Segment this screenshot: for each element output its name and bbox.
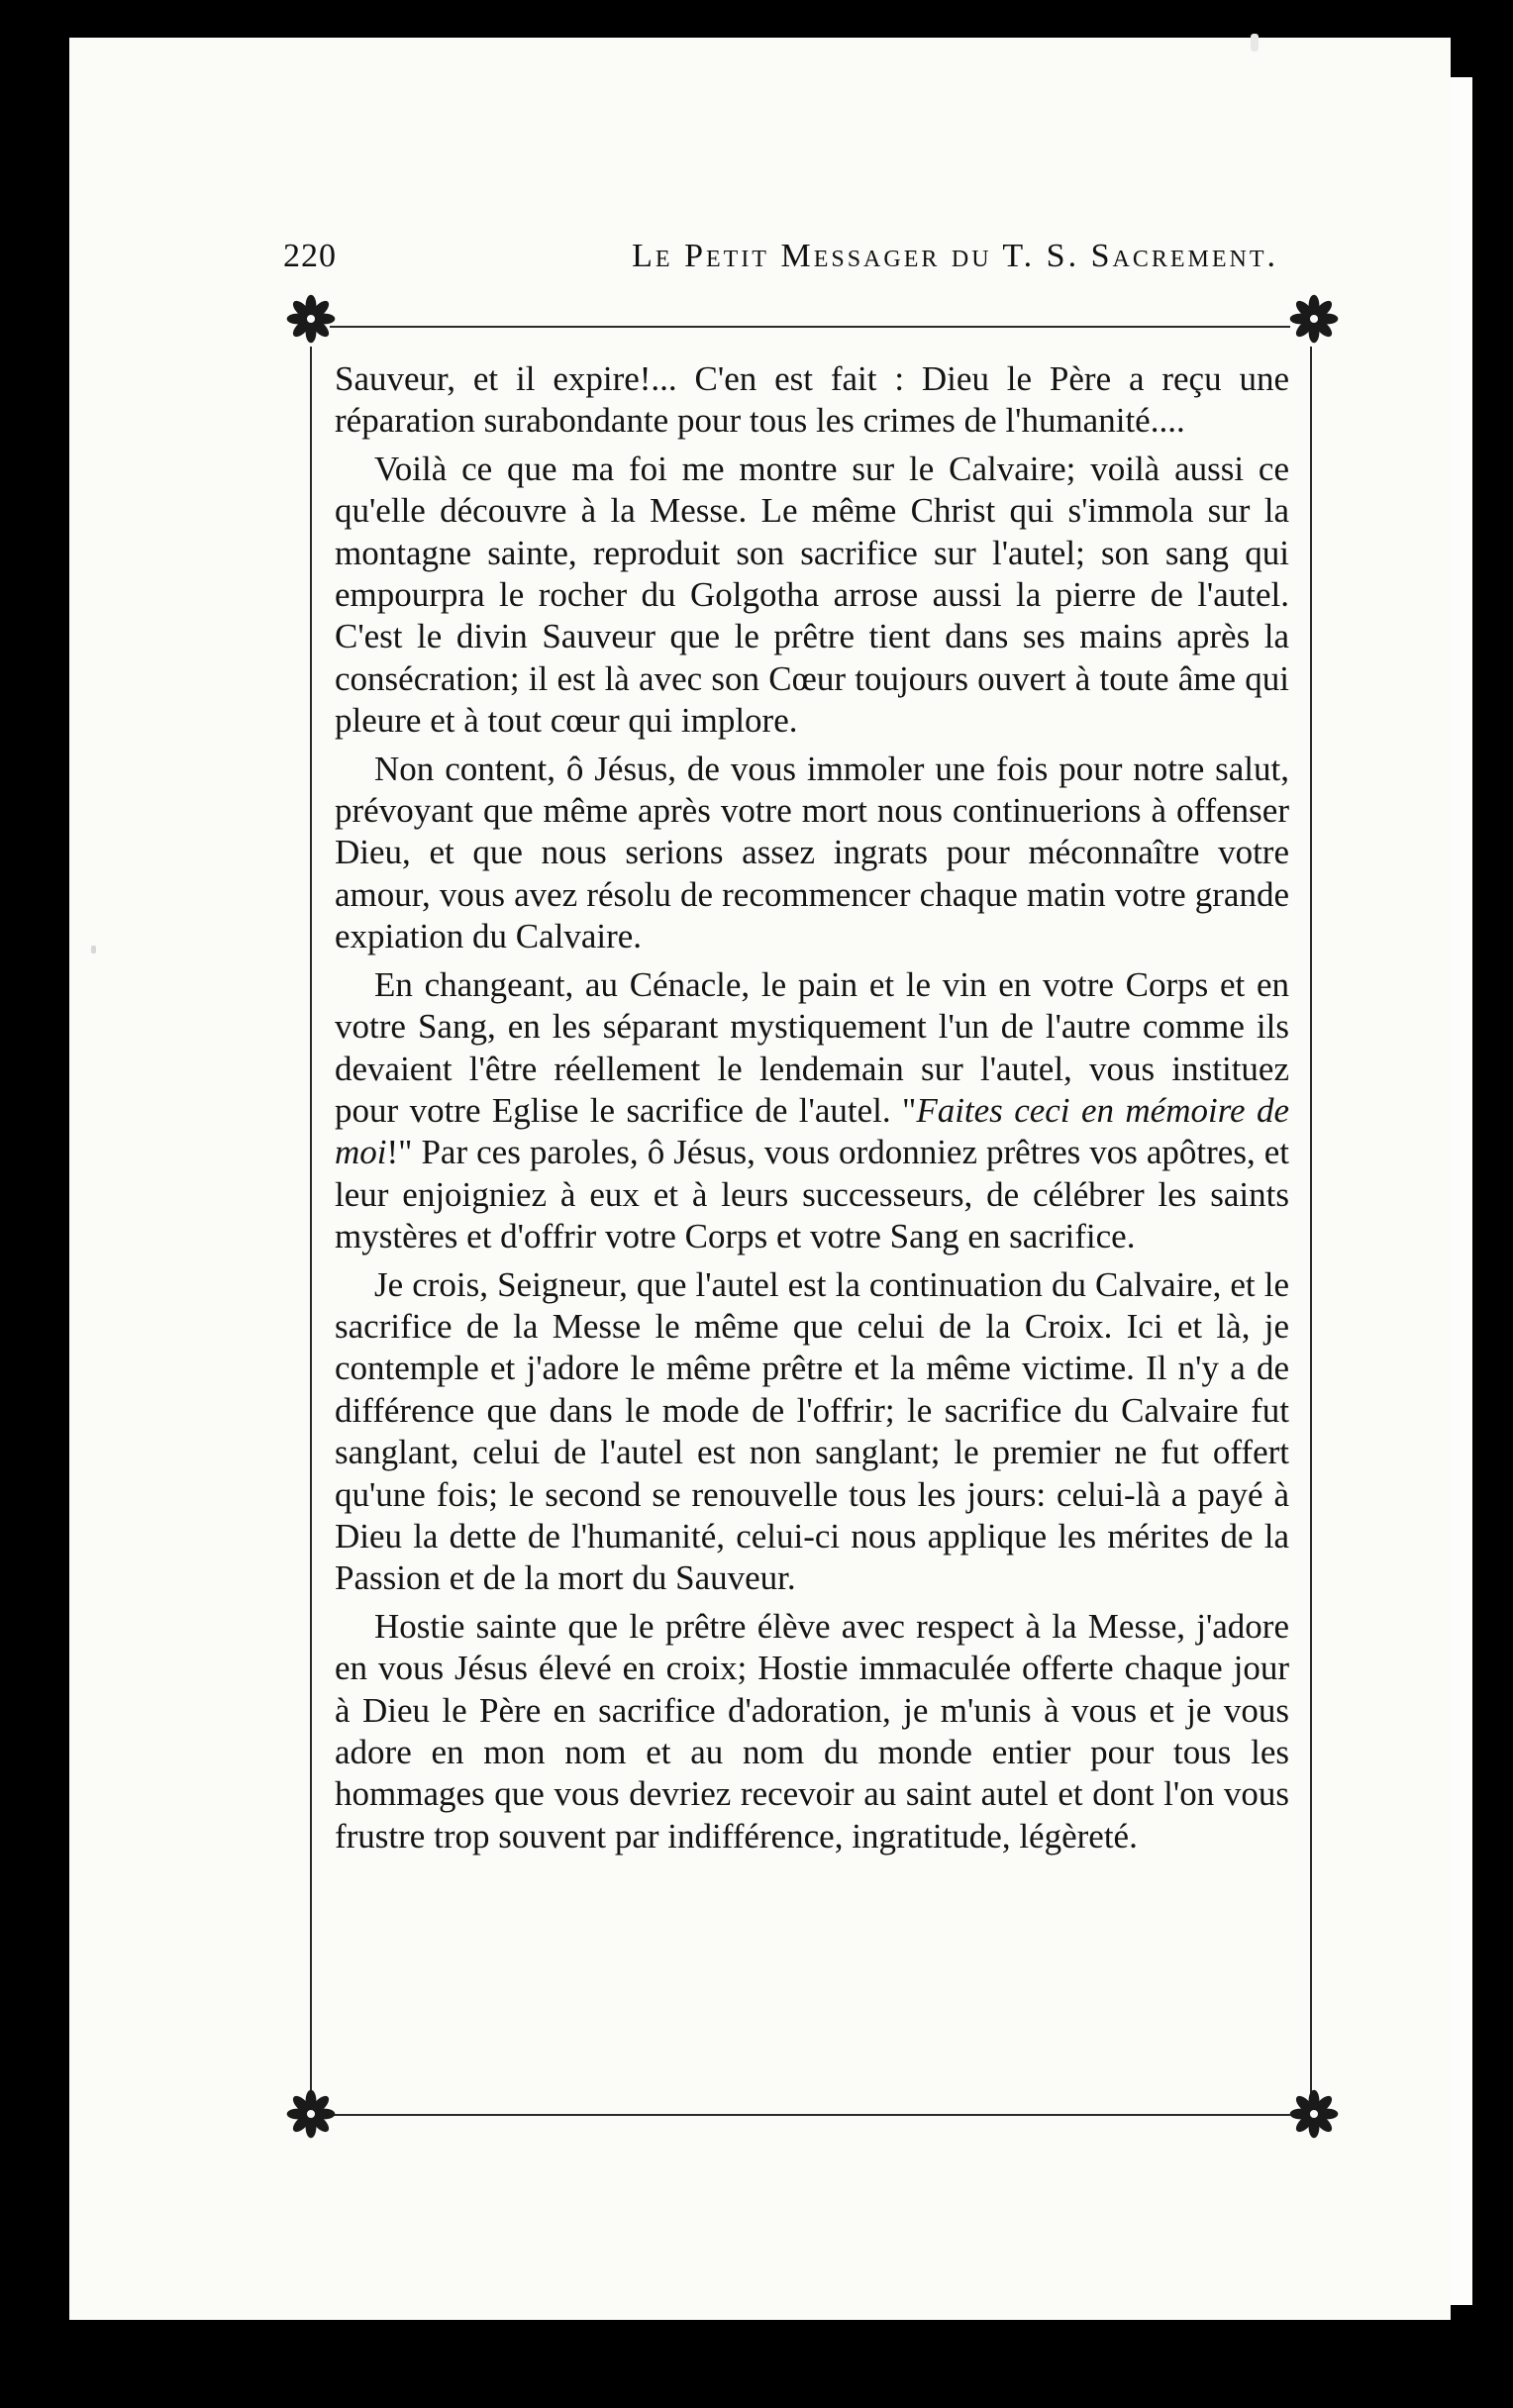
page-edge [1451, 77, 1472, 2305]
flower-center [1309, 2109, 1320, 2120]
paragraph-text: En changeant, au Cénacle, le pain et le vin en votre Corps et en votre Sang, en les séparant mystiquement l'un de l'autre comme ils devaient l'être réellement le lendemain sur l'autel, vous instituez pour votre Eglise le sacrifice de l'autel. " [335, 964, 1289, 1130]
paragraph-text: !" Par ces paroles, ô Jésus, vous ordonniez prêtres vos apôtres, et leur enjoigniez à eux et à leurs successeurs, de célébrer les saints mystères et d'offrir votre Corps et votre Sang en sacrifice. [335, 1133, 1289, 1256]
flower-center [306, 2109, 317, 2120]
paragraph: Non content, ô Jésus, de vous immoler une fois pour notre salut, prévoyant que même après votre mort nous continuerions à offenser Dieu, et que nous serions assez ingrats pour méconnaître votre amour, vous avez résolu de recommencer chaque matin votre grande expiation du Calvaire. [335, 749, 1289, 956]
flower-center [1309, 314, 1320, 325]
frame-top-rule [330, 326, 1290, 328]
paragraph: Sauveur, et il expire!... C'en est fait : Dieu le Père a reçu une réparation surabondante pour tous les crimes de l'humanité.... [335, 359, 1289, 441]
running-title: Le Petit Messager du T. S. Sacrement. [632, 238, 1278, 274]
flower-center [306, 314, 317, 325]
page-number: 220 [283, 238, 337, 274]
frame-bottom-rule [330, 2114, 1290, 2116]
italic-quote: Faites ceci en mémoire de moi [335, 1090, 1289, 1172]
running-header [283, 238, 1278, 275]
flower-ornament-icon [284, 292, 338, 346]
flower-ornament-icon [1287, 2087, 1341, 2141]
paragraph [335, 964, 1289, 1258]
body-text [335, 358, 1289, 1857]
paragraph: Hostie sainte que le prêtre élève avec respect à la Messe, j'adore en vous Jésus élevé en croix; Hostie immaculée offerte chaque jour à Dieu le Père en sacrifice d'adoration, je m'unis à vous et je vous adore en mon nom et au nom du monde entier pour tous les hommages que vous devriez recevoir au saint autel et dont l'on vous frustre trop souvent par indifférence, ingratitude, légèreté. [335, 1606, 1289, 1856]
scan-speck [1251, 34, 1259, 51]
flower-ornament-icon [1287, 292, 1341, 346]
flower-ornament-icon [284, 2087, 338, 2141]
scan-speck [91, 946, 96, 953]
frame-right-rule [1310, 347, 1312, 2094]
paragraph: Je crois, Seigneur, que l'autel est la continuation du Calvaire, et le sacrifice de la Messe le même que celui de la Croix. Ici et là, je contemple et j'adore le même prêtre et la même victime. Il n'y a de différence que dans le mode de l'offrir; le sacrifice du Calvaire fut sanglant, celui de l'autel est non sanglant; le premier ne fut offert qu'une fois; le second se renouvelle tous les jours: celui-là a payé à Dieu la dette de l'humanité, celui-ci nous applique les mérites de la Passion et de la mort du Sauveur. [335, 1264, 1289, 1598]
frame-left-rule [310, 347, 312, 2094]
paragraph: Voilà ce que ma foi me montre sur le Calvaire; voilà aussi ce qu'elle découvre à la Messe. Le même Christ qui s'immola sur la montagne sainte, reproduit son sacrifice sur l'autel; son sang qui empourpra le rocher du Golgotha arrose aussi la pierre de l'autel. C'est le divin Sauveur que le prêtre tient dans ses mains après la consécration; il est là avec son Cœur toujours ouvert à toute âme qui pleure et à tout cœur qui implore. [335, 449, 1289, 741]
